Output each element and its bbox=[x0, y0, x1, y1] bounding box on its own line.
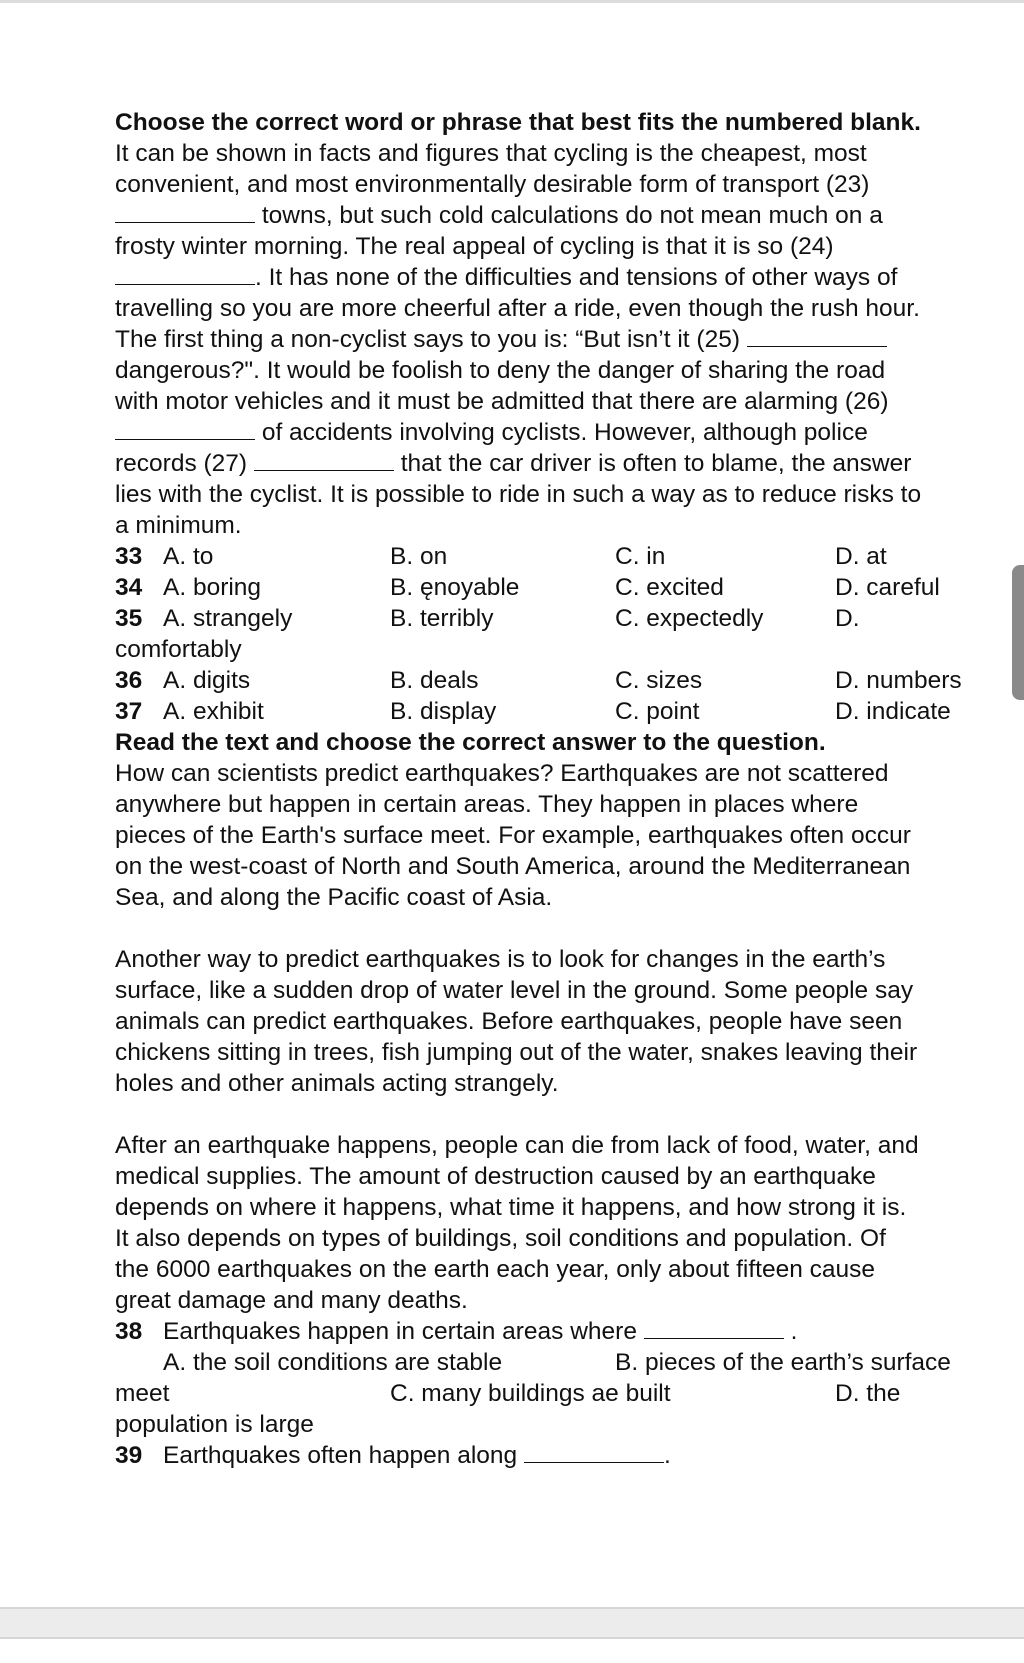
passage-line: It can be shown in facts and figures that cycling is the cheapest, most bbox=[115, 140, 867, 167]
bottom-toolbar bbox=[0, 1607, 1024, 1639]
option-c[interactable]: C. point bbox=[615, 698, 700, 725]
question-38 bbox=[115, 1316, 1010, 1347]
question-number: 33 bbox=[115, 543, 143, 570]
section2-heading: Read the text and choose the correct answer to the question. bbox=[115, 729, 826, 756]
option-a[interactable]: A. strangely bbox=[163, 605, 293, 632]
option-a[interactable]: A. exhibit bbox=[163, 698, 264, 725]
passage-line bbox=[115, 448, 1010, 479]
option-a[interactable]: A. to bbox=[163, 543, 214, 570]
option-d[interactable]: D. careful bbox=[835, 574, 940, 601]
passage-line: a minimum. bbox=[115, 512, 242, 539]
passage-line: lies with the cyclist. It is possible to ride in such a way as to reduce risks to bbox=[115, 481, 922, 508]
option-d[interactable]: D. the bbox=[835, 1380, 901, 1407]
passage-text: . It has none of the difficulties and tensions of other ways of bbox=[255, 264, 898, 291]
option-c[interactable]: C. excited bbox=[615, 574, 724, 601]
passage-line bbox=[115, 324, 1010, 355]
section1-heading: Choose the correct word or phrase that best fits the numbered blank. bbox=[115, 109, 921, 136]
reading-line: chickens sitting in trees, fish jumping out of the water, snakes leaving their bbox=[115, 1039, 918, 1066]
question-34 bbox=[115, 572, 1010, 603]
passage-text: records (27) bbox=[115, 450, 248, 477]
blank-23 bbox=[115, 200, 255, 223]
question-number: 36 bbox=[115, 667, 143, 694]
passage-line bbox=[115, 262, 1010, 293]
reading-line: pieces of the Earth's surface meet. For example, earthquakes often occur bbox=[115, 822, 911, 849]
passage-text: of accidents involving cyclists. However, although police bbox=[261, 419, 868, 446]
passage-text: that the car driver is often to blame, the answer bbox=[400, 450, 912, 477]
question-number: 39 bbox=[115, 1442, 143, 1469]
option-d-continuation: comfortably bbox=[115, 636, 242, 663]
document-body bbox=[115, 107, 1010, 1471]
reading-line: the 6000 earthquakes on the earth each year, only about fifteen cause bbox=[115, 1256, 876, 1283]
blank-39 bbox=[524, 1440, 664, 1463]
reading-line: medical supplies. The amount of destruction caused by an earthquake bbox=[115, 1163, 876, 1190]
option-c[interactable]: C. many buildings ae built bbox=[390, 1380, 671, 1407]
question-stem: Earthquakes happen in certain areas where bbox=[163, 1318, 637, 1345]
reading-line: Another way to predict earthquakes is to look for changes in the earth’s bbox=[115, 946, 886, 973]
reading-line: It also depends on types of buildings, soil conditions and population. Of bbox=[115, 1225, 886, 1252]
reading-line: Sea, and along the Pacific coast of Asia. bbox=[115, 884, 553, 911]
passage-line bbox=[115, 200, 1010, 231]
question-39 bbox=[115, 1440, 1010, 1471]
option-a[interactable]: A. boring bbox=[163, 574, 262, 601]
option-d[interactable]: D. bbox=[835, 605, 860, 632]
option-d[interactable]: D. at bbox=[835, 543, 887, 570]
reading-line: surface, like a sudden drop of water level in the ground. Some people say bbox=[115, 977, 914, 1004]
passage-line: travelling so you are more cheerful after a ride, even though the rush hour. bbox=[115, 295, 920, 322]
passage-text: The first thing a non-cyclist says to you is: “But isn’t it (25) bbox=[115, 326, 740, 353]
question-number: 38 bbox=[115, 1318, 143, 1345]
question-36 bbox=[115, 665, 1010, 696]
reading-line: After an earthquake happens, people can die from lack of food, water, and bbox=[115, 1132, 919, 1159]
option-c[interactable]: C. sizes bbox=[615, 667, 703, 694]
question-number: 35 bbox=[115, 605, 143, 632]
reading-line: anywhere but happen in certain areas. They happen in places where bbox=[115, 791, 859, 818]
option-b[interactable]: B. pieces of the earth’s surface bbox=[615, 1349, 951, 1376]
question-37 bbox=[115, 696, 1010, 727]
question-number: 37 bbox=[115, 698, 143, 725]
option-b[interactable]: B. on bbox=[390, 543, 448, 570]
question-35 bbox=[115, 603, 1010, 634]
question-33 bbox=[115, 541, 1010, 572]
passage-line: frosty winter morning. The real appeal of cycling is that it is so (24) bbox=[115, 233, 834, 260]
option-a[interactable]: A. digits bbox=[163, 667, 251, 694]
option-c[interactable]: C. in bbox=[615, 543, 666, 570]
top-border bbox=[0, 0, 1024, 3]
reading-line: depends on where it happens, what time it happens, and how strong it is. bbox=[115, 1194, 907, 1221]
option-d-continuation: population is large bbox=[115, 1411, 314, 1438]
option-b-continuation: meet bbox=[115, 1380, 170, 1407]
option-c[interactable]: C. expectedly bbox=[615, 605, 764, 632]
question-38-options bbox=[115, 1347, 1010, 1378]
blank-26 bbox=[115, 417, 255, 440]
paragraph-gap bbox=[115, 1099, 1010, 1130]
scrollbar-thumb[interactable] bbox=[1012, 565, 1024, 700]
blank-38 bbox=[644, 1316, 784, 1339]
question-38-options bbox=[115, 1378, 1010, 1409]
option-b[interactable]: B. ęnoyable bbox=[390, 574, 520, 601]
passage-line: with motor vehicles and it must be admitted that there are alarming (26) bbox=[115, 388, 889, 415]
question-end: . bbox=[790, 1318, 798, 1345]
option-d[interactable]: D. numbers bbox=[835, 667, 962, 694]
reading-line: How can scientists predict earthquakes? Earthquakes are not scattered bbox=[115, 760, 889, 787]
passage-line bbox=[115, 417, 1010, 448]
option-b[interactable]: B. deals bbox=[390, 667, 479, 694]
question-end: . bbox=[664, 1442, 671, 1469]
blank-25 bbox=[747, 324, 887, 347]
reading-line: great damage and many deaths. bbox=[115, 1287, 468, 1314]
option-b[interactable]: B. display bbox=[390, 698, 497, 725]
paragraph-gap bbox=[115, 913, 1010, 944]
question-stem: Earthquakes often happen along bbox=[163, 1442, 518, 1469]
option-b[interactable]: B. terribly bbox=[390, 605, 494, 632]
reading-line: holes and other animals acting strangely. bbox=[115, 1070, 559, 1097]
blank-27 bbox=[254, 448, 394, 471]
option-a[interactable]: A. the soil conditions are stable bbox=[163, 1349, 503, 1376]
reading-line: animals can predict earthquakes. Before earthquakes, people have seen bbox=[115, 1008, 903, 1035]
option-d[interactable]: D. indicate bbox=[835, 698, 951, 725]
question-number: 34 bbox=[115, 574, 143, 601]
passage-line: convenient, and most environmentally desirable form of transport (23) bbox=[115, 171, 870, 198]
reading-line: on the west-coast of North and South America, around the Mediterranean bbox=[115, 853, 911, 880]
passage-line: dangerous?". It would be foolish to deny the danger of sharing the road bbox=[115, 357, 886, 384]
blank-24 bbox=[115, 262, 255, 285]
passage-text: towns, but such cold calculations do not mean much on a bbox=[261, 202, 883, 229]
